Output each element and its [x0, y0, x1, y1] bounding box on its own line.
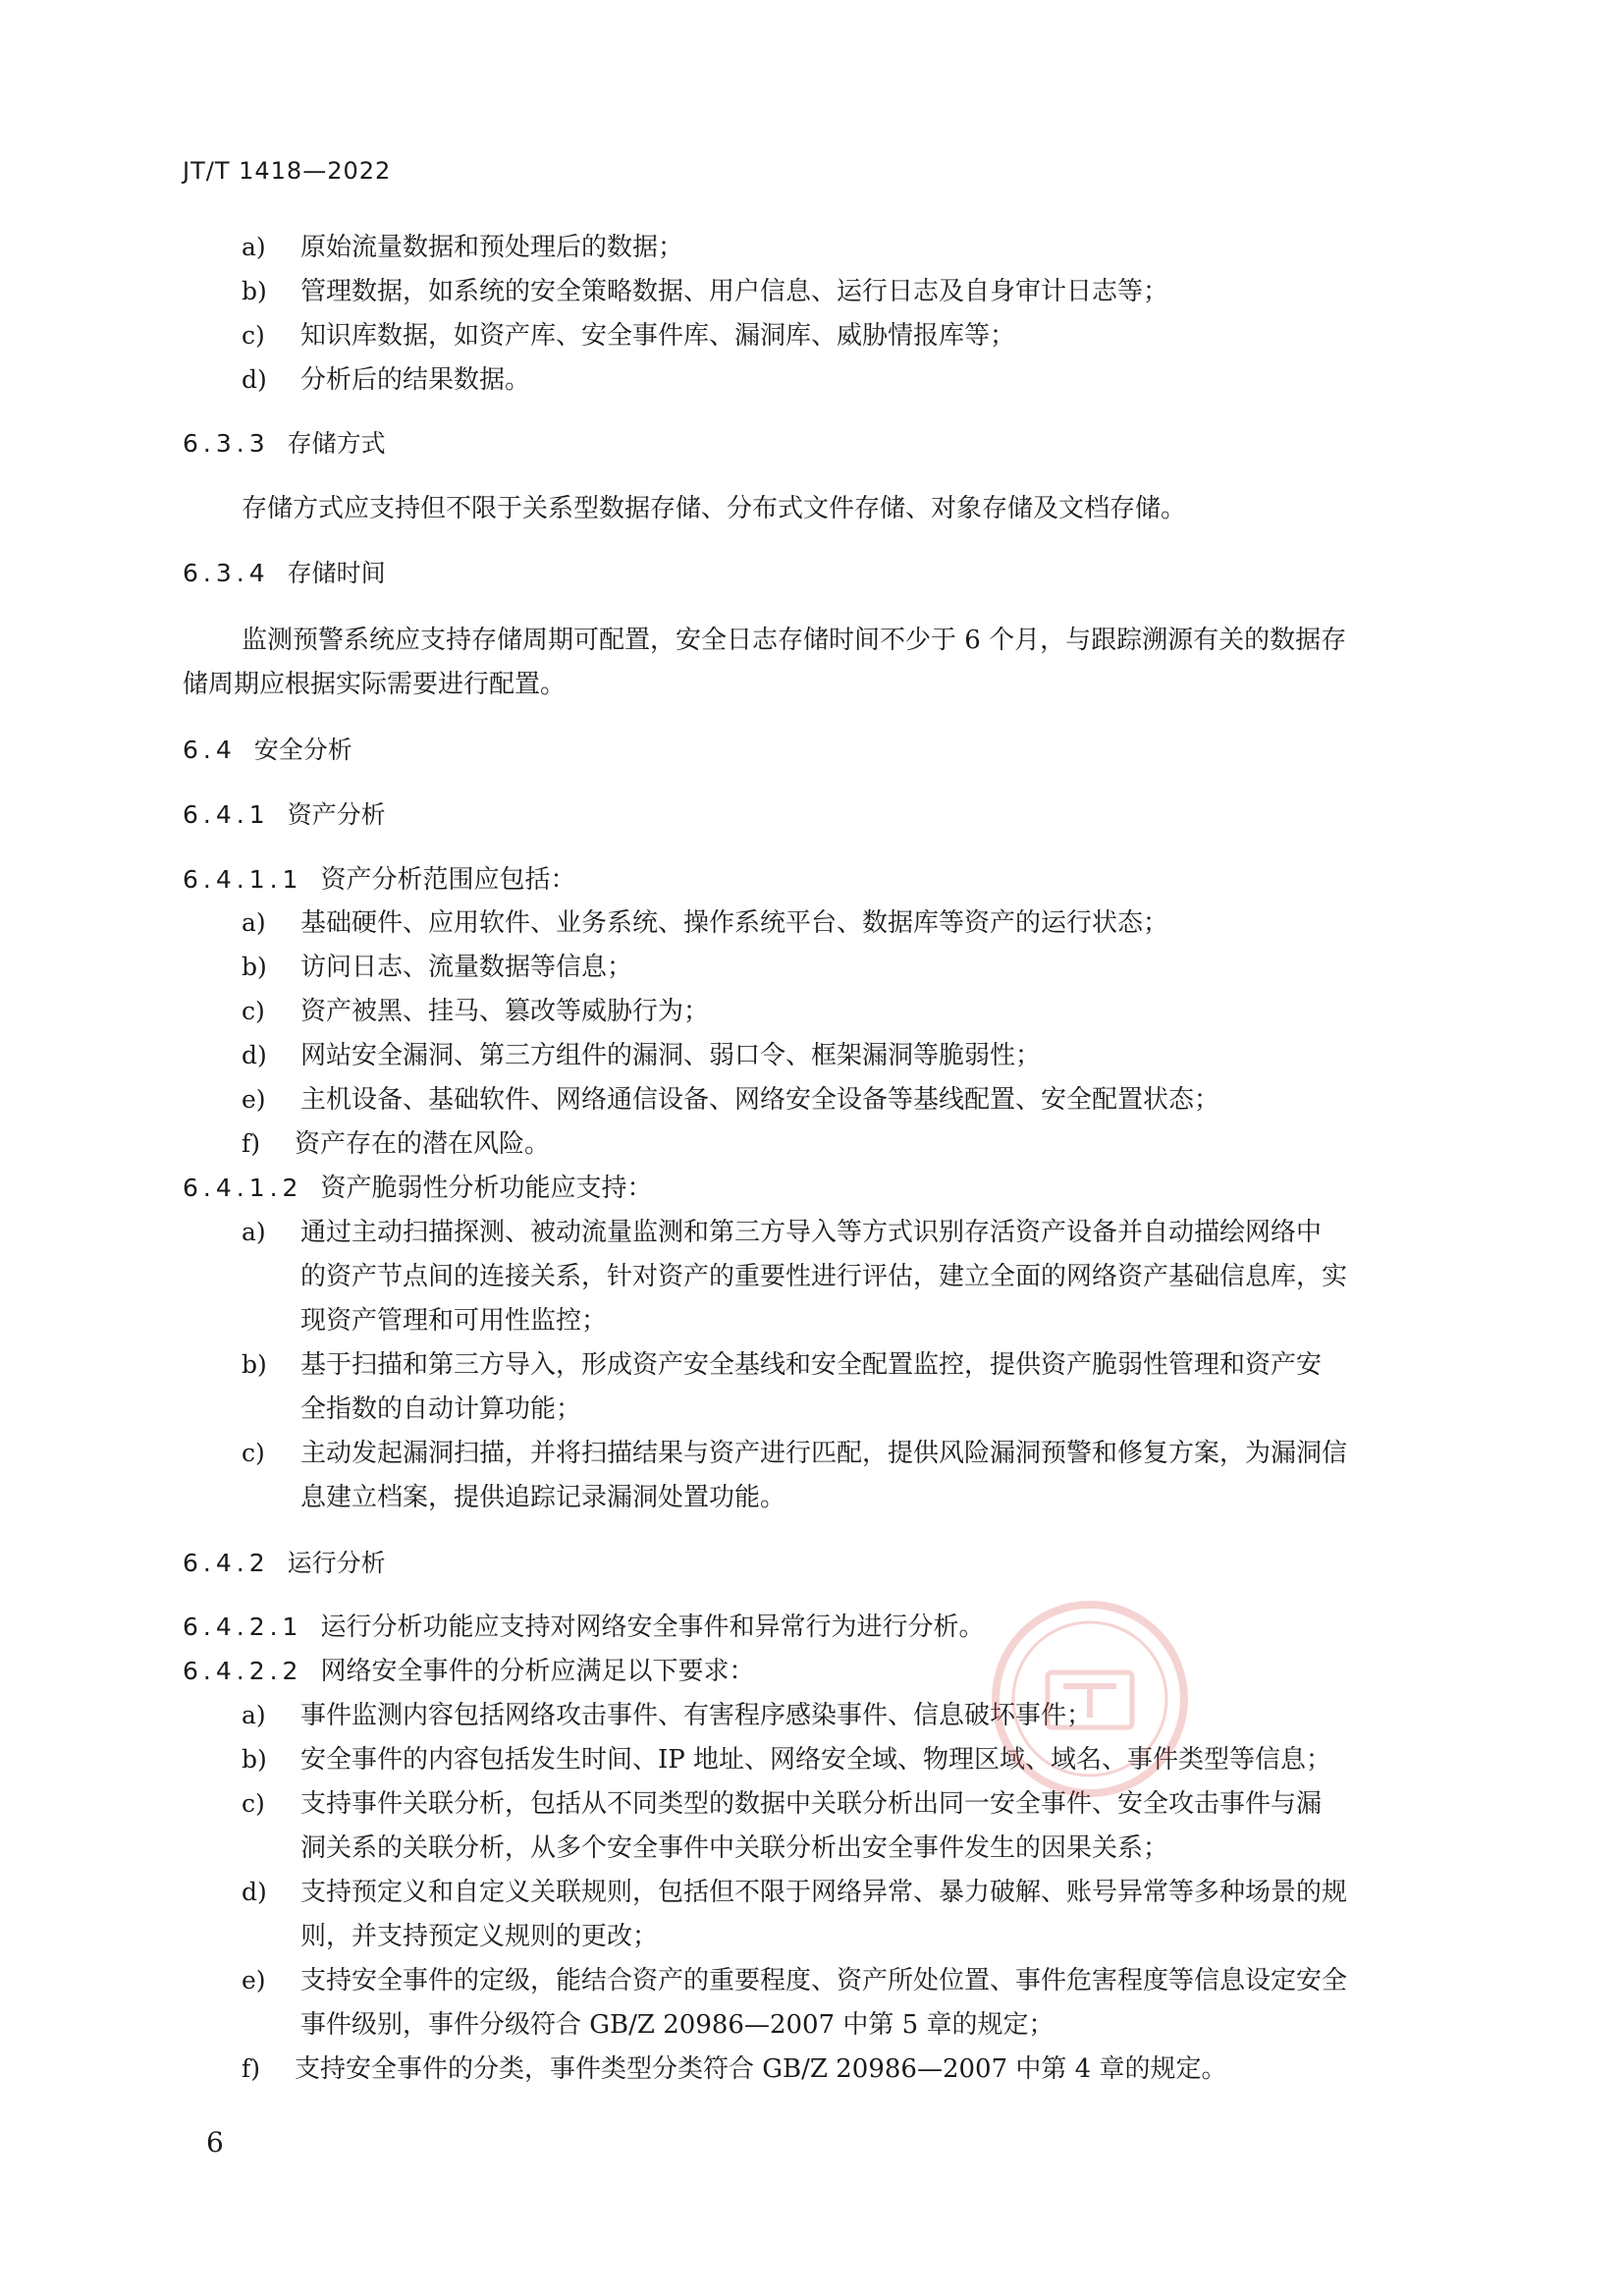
clause-number: 6.4.2.2	[183, 1657, 303, 1685]
list-item-line: 事件监测内容包括网络攻击事件、有害程序感染事件、信息破坏事件；	[300, 1701, 1093, 1730]
page-number: 6	[206, 2126, 224, 2159]
section-title: 存储方式	[287, 429, 386, 458]
list-item: 资产被黑、挂马、篡改等威胁行为；	[300, 997, 710, 1026]
list-marker: a)	[242, 233, 266, 261]
list-marker: b)	[242, 277, 267, 305]
list-marker: e)	[242, 1085, 266, 1114]
list-marker: a)	[242, 1701, 266, 1729]
list-marker: b)	[242, 953, 267, 981]
section-heading-6-4-2	[183, 1548, 386, 1579]
watermark-stamp-icon	[987, 1596, 1193, 1802]
clause-text: 运行分析功能应支持对网络安全事件和异常行为进行分析。	[320, 1613, 985, 1642]
paragraph-line: 监测预警系统应支持存储周期可配置，安全日志存储时间不少于 6 个月，与跟踪溯源有关的数据存	[242, 626, 1347, 655]
section-heading-6-4-1	[183, 799, 386, 831]
list-item-line: 基于扫描和第三方导入，形成资产安全基线和安全配置监控，提供资产脆弱性管理和资产安	[300, 1350, 1323, 1380]
list-marker: c)	[242, 1789, 265, 1818]
section-heading-6-3-3	[183, 428, 386, 460]
list-item-line: 全指数的自动计算功能；	[300, 1394, 582, 1424]
clause-text: 资产分析范围应包括：	[320, 865, 576, 895]
list-item-line: 则，并支持预定义规则的更改；	[300, 1922, 659, 1951]
clause-6-4-1-1	[183, 864, 575, 896]
section-number: 6.3.4	[183, 559, 270, 587]
list-item: 主机设备、基础软件、网络通信设备、网络安全设备等基线配置、安全配置状态；	[300, 1085, 1220, 1115]
section-title: 存储时间	[287, 559, 386, 587]
list-item: 管理数据，如系统的安全策略数据、用户信息、运行日志及自身审计日志等；	[300, 277, 1169, 306]
list-item-line: 现资产管理和可用性监控；	[300, 1306, 608, 1336]
section-number: 6.4.1	[183, 800, 270, 829]
clause-6-4-2-1	[183, 1612, 984, 1643]
clause-6-4-2-2	[183, 1656, 754, 1687]
list-marker: b)	[242, 1350, 267, 1379]
clause-number: 6.4.2.1	[183, 1613, 303, 1641]
list-item-line: 通过主动扫描探测、被动流量监测和第三方导入等方式识别存活资产设备并自动描绘网络中	[300, 1218, 1323, 1247]
list-item-line: 主动发起漏洞扫描，并将扫描结果与资产进行匹配，提供风险漏洞预警和修复方案，为漏洞信	[300, 1439, 1348, 1468]
list-item-line: 的资产节点间的连接关系，针对资产的重要性进行评估，建立全面的网络资产基础信息库，实	[300, 1262, 1348, 1291]
section-number: 6.4.2	[183, 1549, 270, 1577]
list-item-line: 支持事件关联分析，包括从不同类型的数据中关联分析出同一安全事件、安全攻击事件与漏	[300, 1789, 1323, 1819]
section-number: 6.4	[183, 736, 237, 764]
list-marker: a)	[242, 908, 266, 937]
section-title: 资产分析	[287, 800, 386, 829]
list-marker: d)	[242, 365, 267, 394]
paragraph-line: 储周期应根据实际需要进行配置。	[183, 670, 567, 699]
list-item: 基础硬件、应用软件、业务系统、操作系统平台、数据库等资产的运行状态；	[300, 908, 1169, 938]
list-item: 资产存在的潜在风险。	[295, 1129, 551, 1159]
list-marker: e)	[242, 1966, 266, 1995]
section-title: 安全分析	[253, 736, 352, 764]
list-item-line: 支持安全事件的分类，事件类型分类符合 GB/Z 20986—2007 中第 4 章的规定。	[295, 2054, 1227, 2084]
list-marker: f)	[242, 1129, 261, 1158]
list-item: 原始流量数据和预处理后的数据；	[300, 233, 684, 262]
list-marker: a)	[242, 1218, 266, 1246]
standard-code: JT/T 1418—2022	[183, 157, 392, 185]
paragraph: 存储方式应支持但不限于关系型数据存储、分布式文件存储、对象存储及文档存储。	[242, 494, 1187, 523]
clause-6-4-1-2	[183, 1173, 652, 1204]
list-item-line: 安全事件的内容包括发生时间、IP 地址、网络安全域、物理区域、域名、事件类型等信息；	[300, 1745, 1332, 1775]
section-heading-6-3-4	[183, 558, 386, 589]
section-number: 6.3.3	[183, 429, 270, 458]
list-marker: f)	[242, 2054, 261, 2083]
list-marker: c)	[242, 1439, 265, 1467]
clause-text: 网络安全事件的分析应满足以下要求：	[320, 1657, 755, 1686]
section-title: 运行分析	[287, 1549, 386, 1577]
list-item: 网站安全漏洞、第三方组件的漏洞、弱口令、框架漏洞等脆弱性；	[300, 1041, 1042, 1070]
list-marker: d)	[242, 1041, 267, 1069]
list-item: 知识库数据，如资产库、安全事件库、漏洞库、威胁情报库等；	[300, 321, 1016, 351]
list-marker: d)	[242, 1878, 267, 1906]
clause-number: 6.4.1.1	[183, 865, 303, 894]
list-item-line: 支持安全事件的定级，能结合资产的重要程度、资产所处位置、事件危害程度等信息设定安全	[300, 1966, 1348, 1995]
clause-number: 6.4.1.2	[183, 1174, 303, 1202]
list-item-line: 洞关系的关联分析，从多个安全事件中关联分析出安全事件发生的因果关系；	[300, 1833, 1169, 1863]
clause-text: 资产脆弱性分析功能应支持：	[320, 1174, 653, 1203]
list-marker: c)	[242, 321, 265, 350]
list-item-line: 事件级别，事件分级符合 GB/Z 20986—2007 中第 5 章的规定；	[300, 2010, 1055, 2040]
list-marker: c)	[242, 997, 265, 1025]
list-item-line: 支持预定义和自定义关联规则，包括但不限于网络异常、暴力破解、账号异常等多种场景的规	[300, 1878, 1348, 1907]
list-item: 访问日志、流量数据等信息；	[300, 953, 633, 982]
list-item: 分析后的结果数据。	[300, 365, 531, 395]
list-item-line: 息建立档案，提供追踪记录漏洞处置功能。	[300, 1483, 786, 1512]
list-marker: b)	[242, 1745, 267, 1774]
section-heading-6-4	[183, 735, 352, 766]
